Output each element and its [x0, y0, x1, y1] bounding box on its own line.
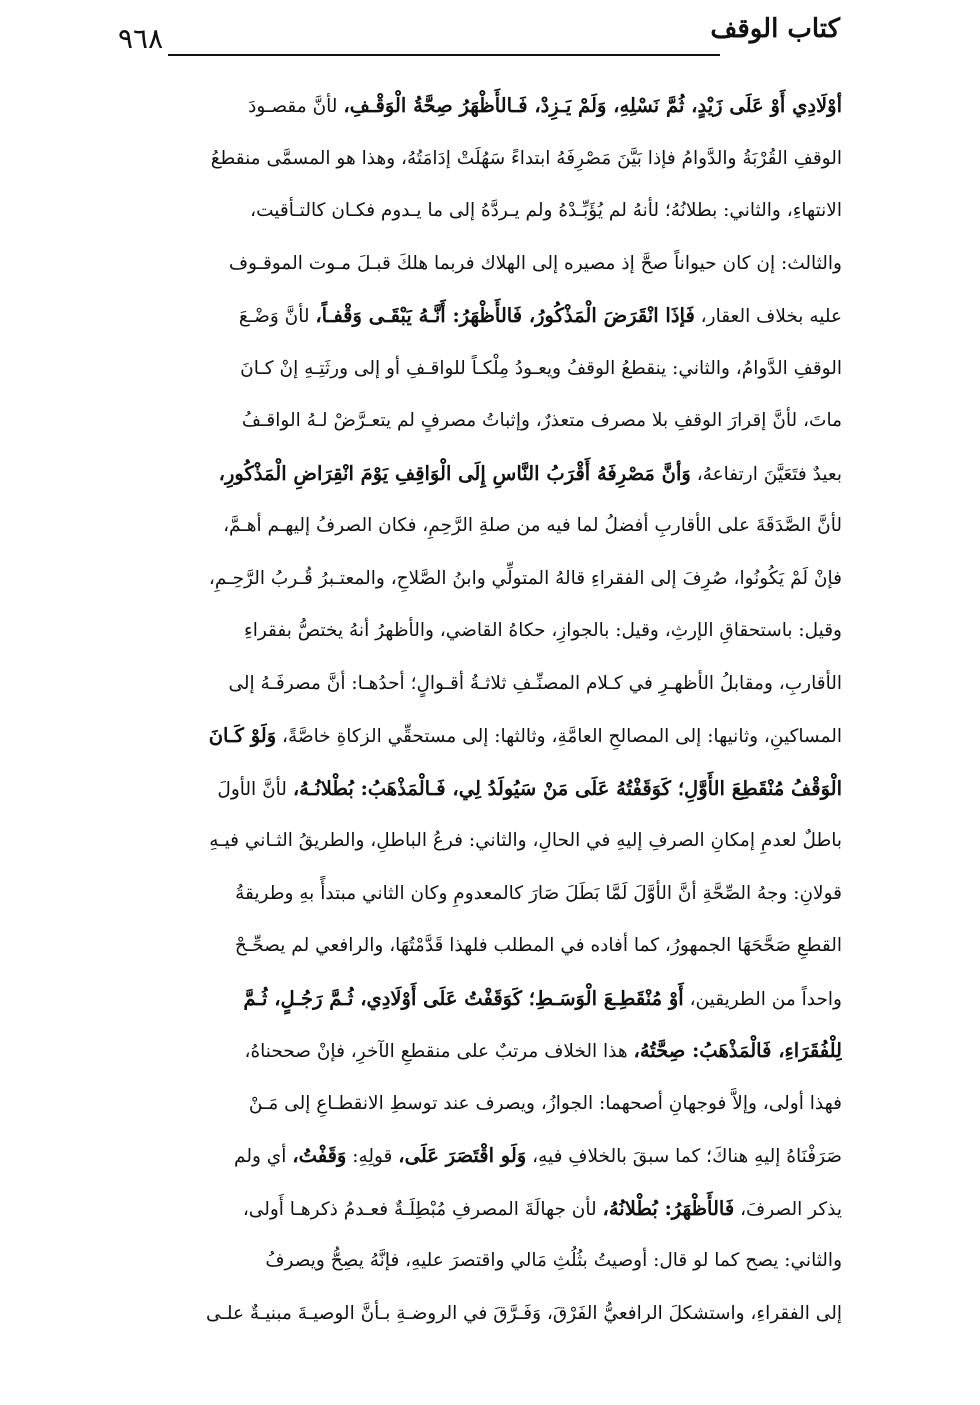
text-line — [130, 553, 842, 606]
text-line — [130, 133, 842, 186]
text-line — [130, 815, 842, 868]
page-number: ٩٦٨ — [118, 22, 164, 55]
text-line — [130, 238, 842, 291]
commentary-text: الانتهاءِ، والثاني: بطلانُهُ؛ لأنهُ لم يُؤَبِّـدْهُ ولم يـردَّهُ إلى ما يـدوم فكـان كالتـأقيت، — [250, 200, 842, 221]
text-line — [130, 448, 842, 501]
commentary-text: واحداً من الطريقين، — [683, 988, 842, 1010]
commentary-text: لأنَّ وَضْـعَ — [238, 306, 316, 327]
matn-text: فَإذَا انْقَرَضَ الْمَذْكُورُ، فَالأَظْهَرُ: أَنَّـهُ يَبْقَـى وَقْفـاً، — [315, 304, 695, 327]
commentary-text: بعيدٌ فتَعَيَّنَ ارتفاعهُ، — [690, 463, 842, 485]
text-line — [130, 973, 842, 1026]
commentary-text: الوقفِ الدَّوامُ، والثاني: ينقطعُ الوقفُ ويعـودُ مِلْكـاً للواقـفِ أو إلى ورثَتِـهِ إنْ كـانَ — [240, 357, 842, 379]
text-line — [130, 185, 842, 238]
text-line — [130, 920, 842, 973]
matn-text: الْوَقْفُ مُنْقَطِعَ الأَوَّلِ؛ كَوَقَفْتُهُ عَلَى مَنْ سَيُولَدُ لِي، فَـالْمَذْهَبُ: بُطْلانُـهُ، — [292, 776, 842, 800]
commentary-text: وقيل: باستحقاقِ الإرثِ، وقيل: بالجوازِ، حكاهُ القاضي، والأظهرُ أنهُ يختصُّ بفقراءِ — [244, 620, 842, 641]
matn-text: وَلَوْ كَـانَ — [208, 724, 277, 747]
text-line — [130, 343, 842, 396]
commentary-text: يذكر الصرفَ، — [734, 1198, 842, 1220]
matn-text: فَالأَظْهَرُ: بُطْلانُهُ، — [602, 1196, 735, 1220]
chapter-title: كتاب الوقف — [710, 14, 840, 44]
matn-text: وَلَو اقْتَصَرَ عَلَى، — [398, 1144, 527, 1167]
commentary-text: هذا الخلاف مرتبٌ على منقطعِ الآخرِ، فإنْ صححناهُ، — [244, 1041, 634, 1062]
commentary-text: الأقاربِ، ومقابلُ الأظهـرِ في كـلام المصنِّـفِ ثلاثـةُ أقـوالٍ؛ أحدُهـا: أنَّ مصرفَـهُ إلى — [228, 672, 842, 694]
commentary-text: والثاني: يصح كما لو قال: أوصيتُ بثُلُثِ مَالي واقتصرَ عليهِ، فإنَّهُ يصِحُّ ويصرفُ — [265, 1250, 842, 1271]
text-line — [130, 290, 842, 343]
matn-text: لِلْفُقَرَاءِ، فَالْمَذْهَبُ: صِحَّتُهُ، — [633, 1039, 842, 1062]
text-line — [130, 1025, 842, 1078]
body-text — [130, 80, 842, 1340]
matn-text: أَوْ مُنْقَطِـعَ الْوَسَـطِ؛ كَوَقَفْتُ عَلَى أَوْلَادِي، ثُـمَّ رَجُـلٍ، ثُـمَّ — [243, 986, 684, 1010]
commentary-text: ماتَ، لأنَّ إقرارَ الوقفِ بلا مصرف متعذرٌ، وإثباتُ مصرفٍ لم يتعـرَّضْ لـهُ الواقـفُ — [241, 410, 842, 431]
text-line — [130, 1235, 842, 1288]
text-line — [130, 1288, 842, 1341]
commentary-text: القطعِ صَحَّحَهَا الجمهورُ، كما أفاده في المطلب فلهذا قَدَّمْتُهَا، والرافعي لم يصحِّـحْ — [234, 935, 842, 956]
commentary-text: والثالث: إن كان حيواناً صحَّ إذ مصيره إلى الهلاك فربما هلكَ قبـلَ مـوت الموقـوف — [228, 252, 842, 274]
matn-text: وَأنَّ مَصْرِفَهُ أَقْرَبُ النَّاسِ إِلَى الْوَاقِفِ يَوْمَ انْقِرَاضِ الْمَذْكُورِ، — [218, 461, 691, 485]
header-rule — [168, 54, 720, 56]
commentary-text: فإنْ لَمْ يَكُونُوا، صُرِفَ إلى الفقراءِ قالهُ المتولِّي وابنُ الصَّلاحِ، والمعتـبرُ قُـربُ الرَّحِـمِ، — [208, 567, 842, 589]
commentary-text: عليه بخلاف العقار، — [694, 306, 842, 327]
commentary-text: لأنَّ الصَّدَقَةَ على الأقاربِ أفضلُ لما فيه من صلةِ الرَّحِمِ، فكان الصرفُ إليهـم أهـمَّ، — [223, 515, 842, 536]
matn-text: أوْلَادِي أَوْ عَلَى زَيْدٍ، ثُمَّ نَسْلِهِ، وَلَمْ يَـزِدْ، فَـالأَظْهَرُ صِحَّةُ الْوَقْـفِ، — [343, 94, 842, 117]
text-line — [130, 763, 842, 816]
commentary-text: قولِهِ: — [346, 1146, 399, 1167]
commentary-text: أي ولم — [234, 1146, 293, 1167]
text-line — [130, 80, 842, 133]
commentary-text: قولانِ: وجهُ الصِّحَّةِ أنَّ الأوَّلَ لَمَّا بَطَلَ صَارَ كالمعدومِ وكان الثاني مبتدأً بهِ وطريقةُ — [235, 882, 842, 904]
commentary-text: لأنَّ مقصـودَ — [248, 96, 344, 117]
commentary-text: لأنَّ الأولَ — [217, 778, 293, 800]
commentary-text: المساكينِ، وثانيها: إلى المصالحِ العامَّةِ، وثالثها: إلى مستحقِّي الزكاةِ خاصَّةً، — [276, 726, 842, 747]
page-header — [118, 10, 840, 58]
text-line — [130, 1078, 842, 1131]
commentary-text: الوقفِ القُرْبَةُ والدَّوامُ فإذا بَيَّنَ مَصْرِفَهُ ابتداءً سَهُلَتْ إدَامَتُهُ، وهذا هو المسمَّى منقطعُ — [210, 147, 842, 169]
commentary-text: باطلٌ لعدمِ إمكانِ الصرفِ إليهِ في الحالِ، والثاني: فرعُ الباطلِ، والطريقُ الثـاني فيـهِ — [209, 830, 842, 851]
text-line — [130, 395, 842, 448]
text-line — [130, 710, 842, 763]
matn-text: وَقَفْتُ، — [292, 1144, 347, 1167]
text-line — [130, 868, 842, 921]
text-line — [130, 500, 842, 553]
text-line — [130, 1130, 842, 1183]
commentary-text: صَرَفْنَاهُ إليهِ هناكَ؛ كما سبقَ بالخلافِ فيهِ، — [526, 1146, 842, 1167]
commentary-text: فهذا أولى، وإلاَّ فوجهانِ أصحهما: الجوازُ، ويصرف عند توسطِ الانقطـاعِ إلى مَـنْ — [248, 1092, 842, 1114]
text-line — [130, 658, 842, 711]
commentary-text: إلى الفقراءِ، واستشكلَ الرافعيُّ الفَرْقَ، وَفَـرَّقَ في الروضـةِ بـأنَّ الوصيـةَ مبنيـةٌ علـى — [205, 1302, 842, 1324]
text-line — [130, 1183, 842, 1236]
text-line — [130, 605, 842, 658]
commentary-text: لأن جهالَةَ المصرفِ مُبْطِلَـةٌ فعـدمُ ذكرهـا أَولى، — [242, 1198, 603, 1220]
